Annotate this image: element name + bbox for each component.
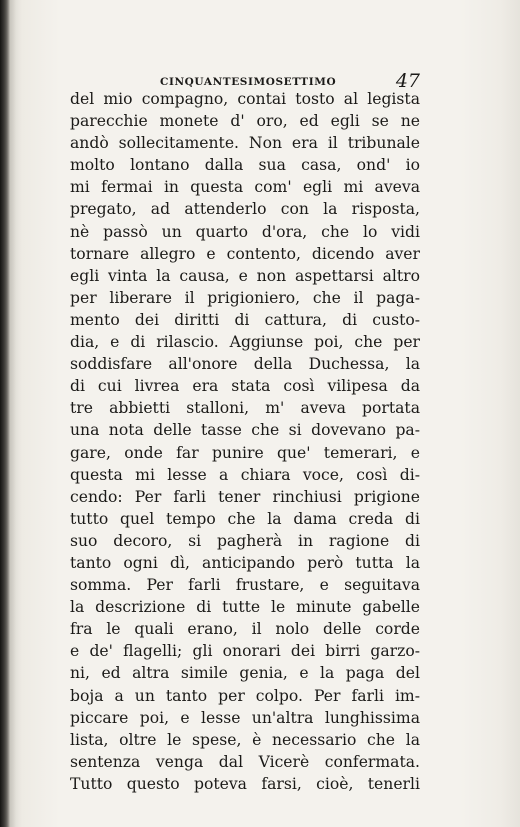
text-line: tutto quel tempo che la dama creda di (70, 509, 420, 528)
text-line: cendo: Per farli tener rinchiusi prigione (70, 487, 420, 506)
text-line: suo decoro, si pagherà in ragione di (70, 531, 420, 550)
text-line: boja a un tanto per colpo. Per farli im- (70, 686, 420, 705)
text-line: la descrizione di tutte le minute gabelle (70, 598, 420, 617)
page-number: 47 (395, 70, 420, 92)
text-line: Tutto questo poteva farsi, cioè, tenerli (70, 774, 420, 793)
text-line: tre abbietti stalloni, m' aveva portata (70, 399, 420, 418)
text-line: soddisfare all'onore della Duchessa, la (70, 355, 420, 374)
text-line: sentenza venga dal Vicerè confermata. (70, 752, 420, 771)
text-line: per liberare il prigioniero, che il paga- (70, 288, 420, 307)
text-line: andò sollecitamente. Non era il tribunale (70, 134, 420, 153)
text-line: gare, onde far punire que' temerari, e (70, 443, 420, 462)
text-line: e de' flagelli; gli onorari dei birri garzo- (70, 642, 420, 661)
running-head: CINQUANTESIMOSETTIMO (160, 76, 337, 88)
text-line: del mio compagno, contai tosto al legista (70, 90, 420, 108)
text-line: questa mi lesse a chiara voce, così di- (70, 465, 420, 484)
text-line: piccare poi, e lesse un'altra lunghissima (70, 708, 420, 727)
text-line: parecchie monete d' oro, ed egli se ne (70, 112, 420, 131)
binding-shadow (0, 0, 16, 827)
text-line: fra le quali erano, il nolo delle corde (70, 620, 420, 639)
text-line: ni, ed altra simile genia, e la paga del (70, 664, 420, 683)
text-line: dia, e di rilascio. Aggiunse poi, che per (70, 333, 420, 352)
body-text (70, 88, 420, 795)
text-line: lista, oltre le spese, è necessario che la (70, 730, 420, 749)
text-line: egli vinta la causa, e non aspettarsi altro (70, 266, 420, 285)
text-line: nè passò un quarto d'ora, che lo vidi (70, 222, 420, 241)
text-line: tanto ogni dì, anticipando però tutta la (70, 553, 420, 572)
text-line: pregato, ad attenderlo con la risposta, (70, 200, 420, 219)
text-line: una nota delle tasse che si dovevano pa- (70, 421, 420, 440)
text-line: mi fermai in questa com' egli mi aveva (70, 178, 420, 197)
text-line: di cui livrea era stata così vilipesa da (70, 377, 420, 396)
text-line: somma. Per farli frustare, e seguitava (70, 576, 420, 595)
text-line: mento dei diritti di cattura, di custo- (70, 310, 420, 329)
text-line: molto lontano dalla sua casa, ond' io (70, 156, 420, 175)
text-line: tornare allegro e contento, dicendo aver (70, 244, 420, 263)
